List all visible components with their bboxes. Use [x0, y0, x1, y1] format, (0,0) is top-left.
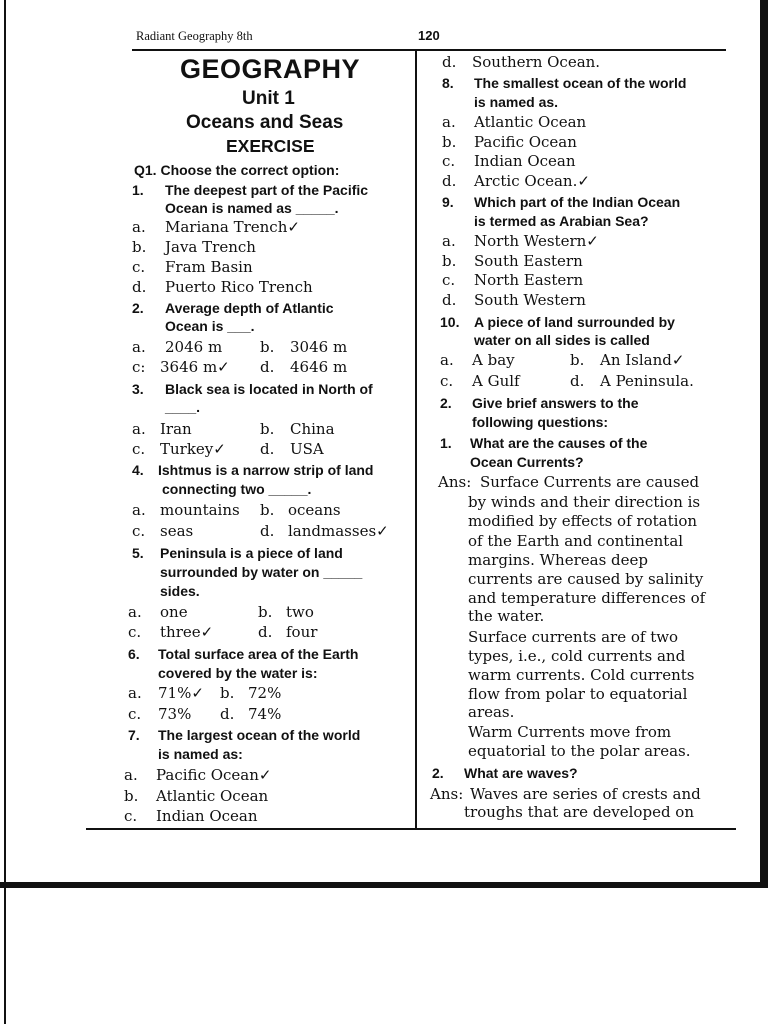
option-letter: c:: [132, 358, 146, 376]
answer-text: and temperature differences of: [468, 589, 706, 607]
option-text: Atlantic Ocean: [156, 787, 269, 805]
option-letter: a.: [442, 113, 456, 131]
option-letter: a.: [440, 351, 454, 369]
option-letter: a.: [442, 232, 456, 250]
question-text: surrounded by water on _____: [160, 564, 363, 580]
question-text: is named as:: [158, 746, 243, 762]
option-letter: d.: [260, 358, 275, 376]
chapter-title: Oceans and Seas: [186, 112, 344, 133]
option-letter: c.: [132, 440, 146, 458]
question-text: sides.: [160, 583, 200, 599]
option-text: Indian Ocean: [156, 807, 258, 825]
option-text: Java Trench: [165, 238, 256, 256]
header-rule: [132, 49, 726, 51]
question-text: Black sea is located in North of: [165, 381, 373, 397]
option-letter: a.: [128, 603, 142, 621]
option-text: 3646 m✓: [160, 358, 230, 376]
option-letter: c.: [128, 623, 142, 641]
question-text: The deepest part of the Pacific: [165, 182, 369, 198]
question-text: The largest ocean of the world: [158, 727, 361, 743]
option-text: 71%✓: [158, 684, 204, 702]
option-text: three✓: [160, 623, 214, 641]
question-text: What are the causes of the: [470, 435, 648, 451]
question-text: Ocean is named as _____.: [165, 200, 339, 216]
option-letter: b.: [570, 351, 585, 369]
question-number: 9.: [442, 194, 454, 210]
scan-edge-right: [760, 0, 768, 886]
option-text: A Peninsula.: [600, 372, 694, 390]
question-number: 6.: [128, 646, 140, 662]
option-letter: a.: [132, 218, 146, 236]
option-text: Turkey✓: [160, 440, 226, 458]
question-text: water on all sides is called: [474, 332, 650, 348]
option-letter: a.: [124, 766, 138, 784]
option-text: South Western: [474, 291, 586, 309]
question-number: 4.: [132, 462, 144, 478]
page-title: GEOGRAPHY: [180, 54, 361, 84]
question-text: is termed as Arabian Sea?: [474, 213, 649, 229]
section-heading: following questions:: [472, 414, 609, 430]
option-text: Fram Basin: [165, 258, 253, 276]
option-text: four: [286, 623, 318, 641]
section-heading-q1: Q1. Choose the correct option:: [134, 162, 340, 178]
option-letter: b.: [442, 252, 457, 270]
answer-text: Warm Currents move from: [468, 723, 672, 741]
question-number: 1.: [440, 435, 452, 451]
option-text: 3046 m: [290, 338, 348, 356]
answer-text: of the Earth and continental: [468, 532, 684, 550]
question-number: 2.: [432, 765, 444, 781]
option-text: Puerto Rico Trench: [165, 278, 313, 296]
question-text: Average depth of Atlantic: [165, 300, 334, 316]
option-text: An Island✓: [600, 351, 685, 369]
option-letter: a.: [132, 338, 146, 356]
answer-label: Ans:: [438, 473, 472, 491]
option-text: Iran: [160, 420, 192, 438]
option-letter: d.: [260, 522, 275, 540]
scan-edge-bottom: [0, 882, 768, 888]
question-text: Ishtmus is a narrow strip of land: [158, 462, 374, 478]
option-letter: b.: [220, 684, 235, 702]
option-text: one: [160, 603, 188, 621]
book-title: Radiant Geography 8th: [136, 29, 253, 43]
option-text: USA: [290, 440, 324, 458]
option-letter: b.: [132, 238, 147, 256]
option-letter: c.: [132, 258, 146, 276]
option-letter: d.: [442, 172, 457, 190]
option-letter: d.: [258, 623, 273, 641]
question-number: 3.: [132, 381, 144, 397]
option-letter: b.: [260, 338, 275, 356]
option-text: 72%: [248, 684, 282, 702]
option-letter: b.: [258, 603, 273, 621]
option-text: 4646 m: [290, 358, 348, 376]
option-letter: d.: [442, 53, 457, 71]
question-text: connecting two _____.: [162, 481, 312, 497]
footer-rule: [86, 828, 736, 830]
option-letter: c.: [124, 807, 138, 825]
option-text: North Western✓: [474, 232, 599, 250]
question-text: Which part of the Indian Ocean: [474, 194, 681, 210]
option-letter: c.: [128, 705, 142, 723]
option-text: 74%: [248, 705, 282, 723]
option-letter: b.: [442, 133, 457, 151]
answer-text: types, i.e., cold currents and: [468, 647, 686, 665]
answer-text: margins. Whereas deep: [468, 551, 648, 569]
section-heading: Give brief answers to the: [472, 395, 639, 411]
option-text: 73%: [158, 705, 192, 723]
option-letter: b.: [260, 501, 275, 519]
answer-text: flow from polar to equatorial: [468, 685, 688, 703]
option-letter: a.: [132, 420, 146, 438]
option-text: landmasses✓: [288, 522, 389, 540]
unit-heading: Unit 1: [242, 88, 295, 109]
column-divider: [415, 51, 417, 829]
question-text: ____.: [165, 399, 201, 415]
option-letter: d.: [220, 705, 235, 723]
answer-text: troughs that are developed on: [464, 803, 695, 821]
option-letter: c.: [442, 152, 456, 170]
option-text: Atlantic Ocean: [474, 113, 587, 131]
option-text: South Eastern: [474, 252, 583, 270]
scan-edge-left: [4, 0, 6, 1024]
option-text: North Eastern: [474, 271, 584, 289]
option-letter: d.: [442, 291, 457, 309]
option-letter: b.: [124, 787, 139, 805]
option-letter: c.: [442, 271, 456, 289]
option-text: oceans: [288, 501, 341, 519]
option-text: seas: [160, 522, 194, 540]
option-text: mountains: [160, 501, 240, 519]
option-letter: a.: [128, 684, 142, 702]
question-text: Ocean is ___.: [165, 318, 255, 334]
answer-text: currents are caused by salinity: [468, 570, 704, 588]
option-letter: c.: [440, 372, 454, 390]
option-text: two: [286, 603, 314, 621]
question-text: A piece of land surrounded by: [474, 314, 675, 330]
option-text: Arctic Ocean.✓: [474, 172, 590, 190]
question-number: 1.: [132, 182, 144, 198]
option-text: Southern Ocean.: [472, 53, 601, 71]
question-number: 7.: [128, 727, 140, 743]
answer-text: Waves are series of crests and: [470, 785, 701, 803]
option-letter: d.: [570, 372, 585, 390]
answer-text: Surface Currents are caused: [480, 473, 700, 491]
option-text: 2046 m: [165, 338, 223, 356]
option-letter: d.: [132, 278, 147, 296]
section-number: 2.: [440, 395, 452, 411]
question-number: 5.: [132, 545, 144, 561]
exercise-heading: EXERCISE: [226, 136, 315, 156]
page-number: 120: [418, 28, 440, 43]
option-text: Indian Ocean: [474, 152, 576, 170]
answer-text: equatorial to the polar areas.: [468, 742, 691, 760]
option-text: Pacific Ocean: [474, 133, 577, 151]
question-text: covered by the water is:: [158, 665, 318, 681]
question-text: Ocean Currents?: [470, 454, 584, 470]
question-text: is named as.: [474, 94, 559, 110]
question-number: 2.: [132, 300, 144, 316]
answer-text: warm currents. Cold currents: [468, 666, 695, 684]
question-text: The smallest ocean of the world: [474, 75, 687, 91]
question-text: Total surface area of the Earth: [158, 646, 359, 662]
answer-text: areas.: [468, 703, 515, 721]
answer-text: the water.: [468, 607, 545, 625]
question-number: 8.: [442, 75, 454, 91]
question-number: 10.: [440, 314, 460, 330]
answer-text: Surface currents are of two: [468, 628, 679, 646]
option-text: A Gulf: [472, 372, 520, 390]
option-text: Mariana Trench✓: [165, 218, 300, 236]
option-letter: c.: [132, 522, 146, 540]
option-letter: a.: [132, 501, 146, 519]
option-letter: d.: [260, 440, 275, 458]
answer-text: modified by effects of rotation: [468, 512, 698, 530]
option-text: China: [290, 420, 335, 438]
option-text: A bay: [472, 351, 515, 369]
question-text: Peninsula is a piece of land: [160, 545, 343, 561]
answer-label: Ans:: [430, 785, 464, 803]
option-text: Pacific Ocean✓: [156, 766, 272, 784]
answer-text: by winds and their direction is: [468, 493, 701, 511]
question-text: What are waves?: [464, 765, 578, 781]
page-header: [128, 26, 728, 48]
option-letter: b.: [260, 420, 275, 438]
